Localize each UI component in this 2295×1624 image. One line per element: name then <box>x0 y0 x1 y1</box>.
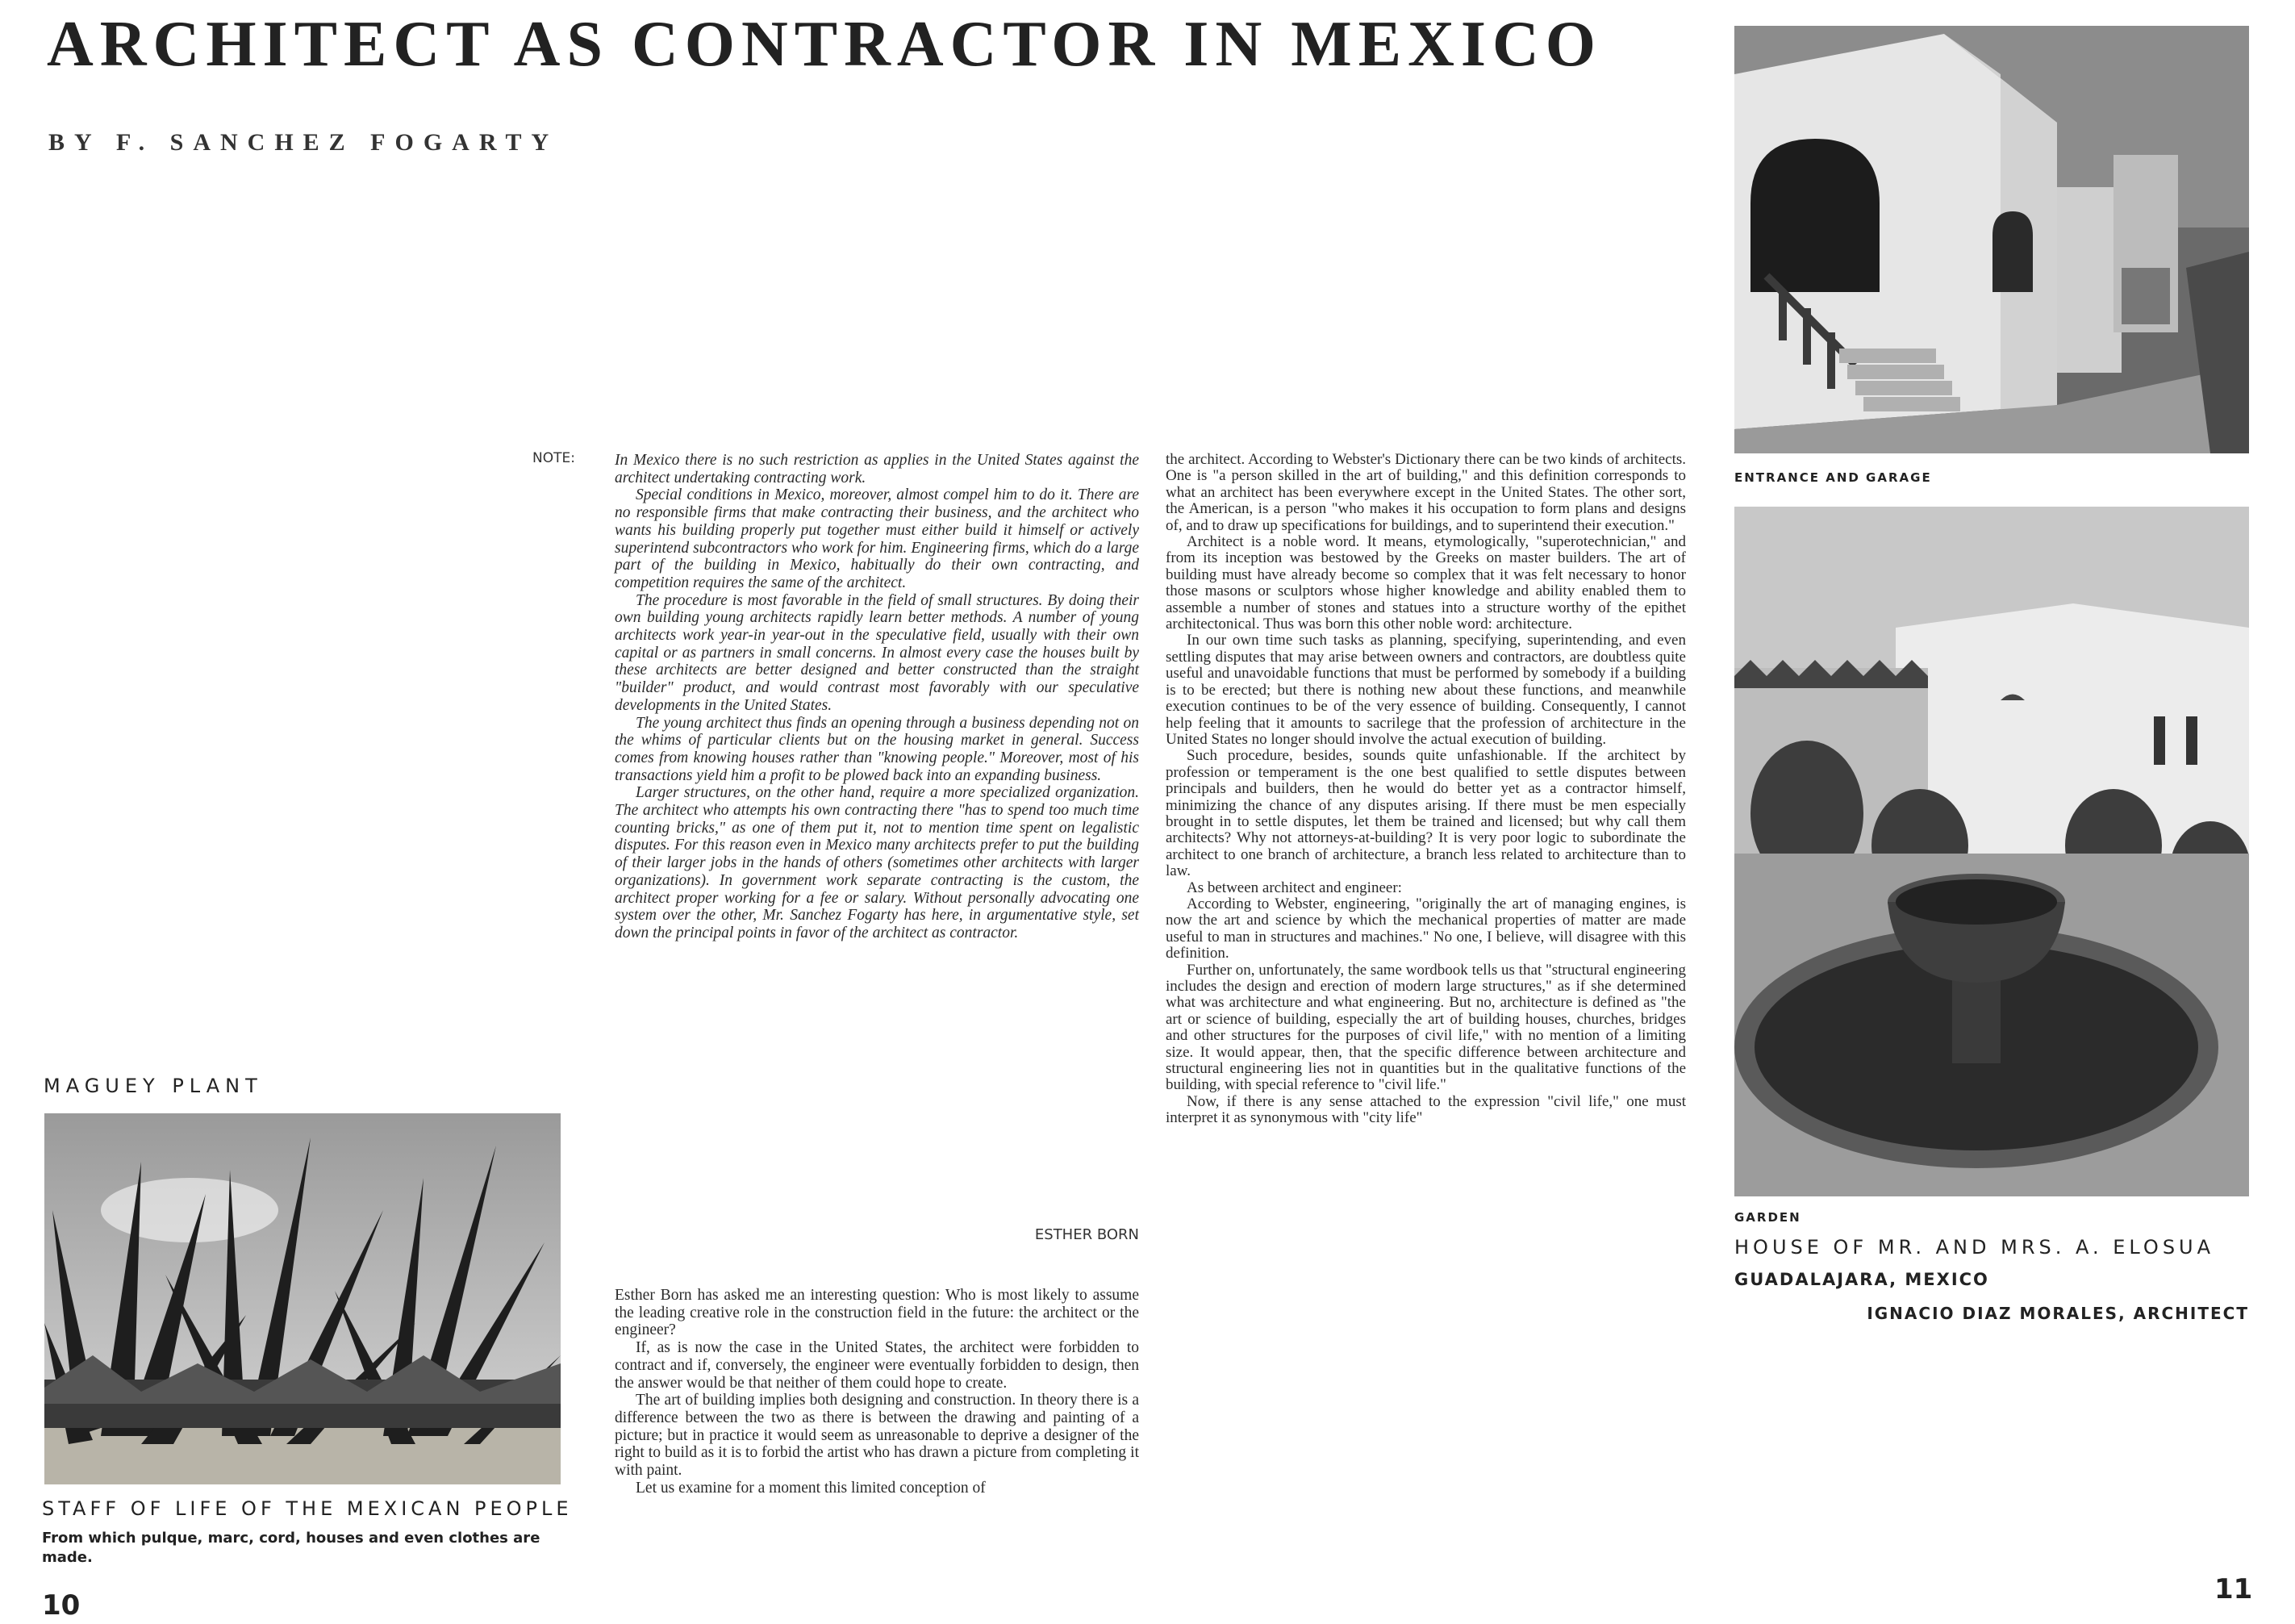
article-title: ARCHITECT AS CONTRACTOR IN MEXICO <box>47 9 1602 80</box>
body-paragraph: According to Webster, engineering, "originally the art of managing engines, is now the art and science by which the mechanical properties of matter are made useful to man in structures and machines." No one, I believe, will disagree with this definition. <box>1166 895 1686 962</box>
note-paragraph: Special conditions in Mexico, moreover, almost compel him to do it. There are no responsible firms that make contracting their business, and the architect who wants his building properly put together must either build it himself or actively superintend subcontractors who work for him. Engineering firms, which do a large part of the building in Mexico, habitually do their own contracting, and competition requires the same of the architect. <box>615 486 1139 591</box>
note-signature: ESTHER BORN <box>1034 1226 1139 1243</box>
body-paragraph: Such procedure, besides, sounds quite unfashionable. If the architect by profession or temperament is the one best qualified to settle disputes between principals and builders, then he would do better yet as a contractor himself, minimizing the chance of any disputes arising. If there must be men especially brought in to settle disputes, let them be trained and licensed; but why call them architects? Why not attorneys-at-building? It is very poor logic to subordinate the architect to one branch of architecture, a branch less related to architecture than to law. <box>1166 747 1686 880</box>
body-paragraph: Architect is a noble word. It means, etymologically, "superotechnician," and from its inception was bestowed by the Greeks on master builders. The art of building must have already become so complex that it was felt necessary to honor those masons or sculptors whose higher knowledge and ability enabled them to assemble a number of stones and statues into a structure worthy of the epithet architectonical. Thus was born this other noble word: architecture. <box>1166 533 1686 633</box>
note-paragraph: In Mexico there is no such restriction as applies in the United States against the architect undertaking contracting work. <box>615 452 1139 486</box>
entrance-photo-caption: ENTRANCE AND GARAGE <box>1734 470 1932 485</box>
body-paragraph: The art of building implies both designing and construction. In theory there is a difference between the two as there is between the drawing and painting of a picture; but in practice it would seem as unreasonable to deprive a designer of the right to build as it is to forbid the artist who has drawn a picture from completing it with paint. <box>615 1392 1139 1480</box>
byline: BY F. SANCHEZ FOGARTY <box>48 129 559 156</box>
maguey-caption-title: STAFF OF LIFE OF THE MEXICAN PEOPLE <box>42 1497 573 1520</box>
body-paragraph: As between architect and engineer: <box>1187 879 1402 896</box>
body-column-1 <box>615 1287 1139 1497</box>
body-paragraph: Esther Born has asked me an interesting question: Who is most likely to assume the leading creative role in the construction field in the future: the architect or the engineer? <box>615 1287 1139 1339</box>
house-location: GUADALAJARA, MEXICO <box>1734 1270 1989 1289</box>
note-paragraph: The young architect thus finds an opening through a business depending not on the whims of particular clients but on the housing market in general. Success comes from knowing houses rather than "knowing people." Moreover, most of his transactions yield him a profit to be plowed back into an expanding business. <box>615 714 1139 784</box>
maguey-photo-heading: MAGUEY PLANT <box>44 1075 263 1097</box>
body-column-2 <box>1166 452 1686 1127</box>
garden-photo-caption: GARDEN <box>1734 1210 1801 1225</box>
architect-credit: IGNACIO DIAZ MORALES, ARCHITECT <box>1867 1304 2249 1323</box>
body-paragraph: the architect. According to Webster's Dictionary there can be two kinds of architects. One is "a person skilled in the art of building," and this definition corresponds to what an architect has been everywhere except in the United States. The other sort, the American, is a person "who makes it his occupation to form plans and designs of, and to draw up specifications for buildings, and to superintend their execution." <box>1166 451 1686 534</box>
body-paragraph: If, as is now the case in the United States, the architect were forbidden to contract and if, conversely, the engineer were eventually forbidden to design, then the answer would be that neither of them could hope to create. <box>615 1339 1139 1392</box>
editor-note <box>615 452 1139 942</box>
note-paragraph: The procedure is most favorable in the field of small structures. By doing their own building young architects rapidly learn better methods. A number of young architects work year-in year-out in the speculative field, usually with their own capital or as partners in small concerns. In almost every case the houses built by these architects are better designed and better constructed than the straight "builder" product, and would contrast most favorably with our speculative developments in the United States. <box>615 591 1139 714</box>
note-paragraph: Larger structures, on the other hand, require a more specialized organization. The architect who attempts his own contracting there "has to spend too much time counting bricks," as one of them put it, not to mention time spent on legalistic disputes. For this reason even in Mexico many architects prefer to put the building of their larger jobs in the hands of others (sometimes other architects with larger organizations). In government work separate contracting is the custom, the architect proper working for a fee or salary. Without personally advocating one system over the other, Mr. Sanchez Fogarty has here, in argumentative style, set down the principal points in favor of the architect as contractor. <box>615 784 1139 941</box>
body-paragraph: Now, if there is any sense attached to the expression "civil life," one must interpret it as synonymous with "city life" <box>1166 1092 1686 1127</box>
page-number-left: 10 <box>42 1589 81 1622</box>
house-title: HOUSE OF MR. AND MRS. A. ELOSUA <box>1734 1236 2215 1259</box>
body-paragraph: Further on, unfortunately, the same wordbook tells us that "structural engineering includes the design and erection of modern large structures," as if she determined what was architecture and what engineering. But no, architecture is defined as "the art or science of building, especially the art of building houses, churches, bridges and other structures for the purposes of civil life," with no mention of a limiting size. It would appear, then, that the specific difference between architecture and structural engineering lies not in quantities but in the qualitative functions of the building, with special reference to "civil life." <box>1166 961 1686 1094</box>
maguey-caption-text: From which pulque, marc, cord, houses and even clothes are made. <box>42 1530 540 1566</box>
maguey-photo <box>44 1113 561 1484</box>
body-paragraph: In our own time such tasks as planning, specifying, superintending, and even settling disputes that may arise between owners and contractors, are doubtless quite useful and unavoidable functions that must be performed by somebody if a building is to be erected; but there is nothing new about these functions, and meanwhile execution continues to be of the very essence of building. Consequently, I cannot help feeling that it amounts to sacrilege that the profession of architecture in the United States no longer should involve the actual execution of building. <box>1166 632 1686 748</box>
entrance-garage-photo <box>1734 26 2249 453</box>
note-label: NOTE: <box>532 450 575 466</box>
page-number-right: 11 <box>2214 1573 2253 1605</box>
body-paragraph: Let us examine for a moment this limited conception of <box>636 1479 986 1497</box>
garden-photo <box>1734 507 2249 1196</box>
